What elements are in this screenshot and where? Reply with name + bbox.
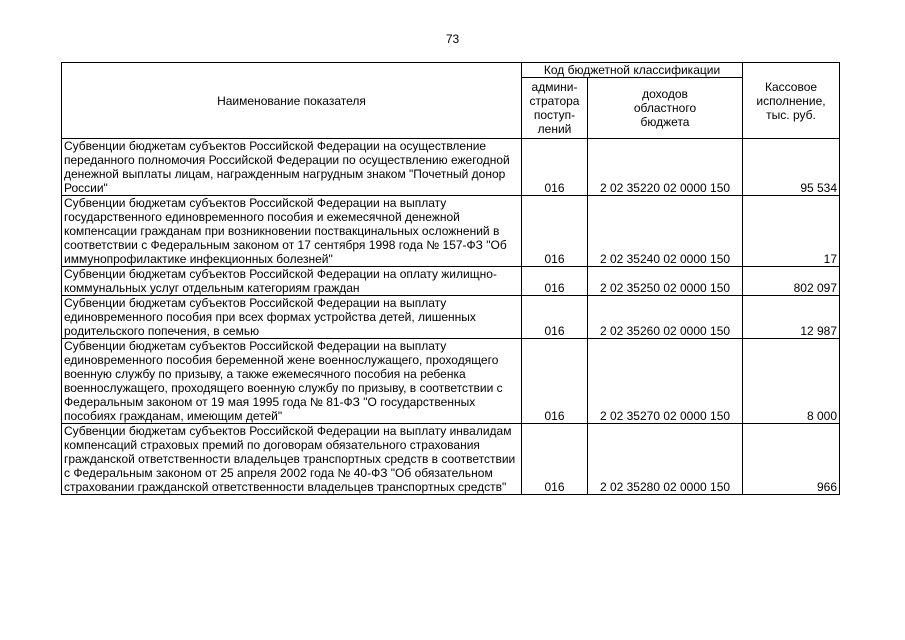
row-admin-code: 016 (522, 139, 588, 196)
table-row (62, 196, 840, 267)
row-name: Субвенции бюджетам субъектов Российской Федерации на осуществление переданного полномочия Российской Федерации по осуществлению ежегодной денежной выплаты лицам, награжденным нагрудным знаком "Почетный донор России" (62, 139, 522, 196)
table-row (62, 139, 840, 196)
row-name: Субвенции бюджетам субъектов Российской Федерации на выплату единовременного пособия беременной жене военнослужащего, проходящего военную службу по призыву, а также ежемесячного пособия на ребенка военнослужащего, проходящего военную службу по призыву, в соответствии с Федеральным законом от 19 мая 1995 года № 81-ФЗ "О государственных пособиях гражданам, имеющим детей" (62, 339, 522, 424)
header-admin: админи- стратора поступ- лений (522, 78, 588, 139)
header-row-top (62, 63, 840, 78)
row-income-code: 2 02 35220 02 0000 150 (588, 139, 743, 196)
row-income-code: 2 02 35260 02 0000 150 (588, 296, 743, 339)
header-income: доходов областного бюджета (588, 78, 743, 139)
row-admin-code: 016 (522, 196, 588, 267)
row-admin-code: 016 (522, 296, 588, 339)
page-number: 73 (445, 32, 460, 46)
row-execution-value: 17 (743, 196, 840, 267)
row-income-code: 2 02 35240 02 0000 150 (588, 196, 743, 267)
row-income-code: 2 02 35250 02 0000 150 (588, 267, 743, 296)
table-row (62, 339, 840, 424)
row-name: Субвенции бюджетам субъектов Российской Федерации на выплату единовременного пособия при всех формах устройства детей, лишенных родительского попечения, в семью (62, 296, 522, 339)
table-row (62, 296, 840, 339)
header-name: Наименование показателя (62, 63, 522, 139)
row-name: Субвенции бюджетам субъектов Российской Федерации на выплату государственного единовременного пособия и ежемесячной денежной компенсации гражданам при возникновении поствакцинальных осложнений в соответствии с Федеральным законом от 17 сентября 1998 года № 157-ФЗ "Об иммунопрофилактике инфекционных болезней" (62, 196, 522, 267)
row-execution-value: 966 (743, 424, 840, 495)
table-row (62, 267, 840, 296)
budget-table (61, 62, 840, 495)
table-row (62, 424, 840, 495)
row-income-code: 2 02 35280 02 0000 150 (588, 424, 743, 495)
row-execution-value: 12 987 (743, 296, 840, 339)
row-execution-value: 95 534 (743, 139, 840, 196)
header-budget-code-group: Код бюджетной классификации (522, 63, 743, 78)
row-execution-value: 802 097 (743, 267, 840, 296)
row-execution-value: 8 000 (743, 339, 840, 424)
row-name: Субвенции бюджетам субъектов Российской Федерации на оплату жилищно-коммунальных услуг отдельным категориям граждан (62, 267, 522, 296)
row-name: Субвенции бюджетам субъектов Российской Федерации на выплату инвалидам компенсаций страховых премий по договорам обязательного страхования гражданской ответственности владельцев транспортных средств в соответствии с Федеральным законом от 25 апреля 2002 года № 40-ФЗ "Об обязательном страховании гражданской ответственности владельцев транспортных средств" (62, 424, 522, 495)
row-admin-code: 016 (522, 339, 588, 424)
row-admin-code: 016 (522, 267, 588, 296)
row-admin-code: 016 (522, 424, 588, 495)
row-income-code: 2 02 35270 02 0000 150 (588, 339, 743, 424)
header-execution: Кассовое исполнение, тыс. руб. (743, 63, 840, 139)
